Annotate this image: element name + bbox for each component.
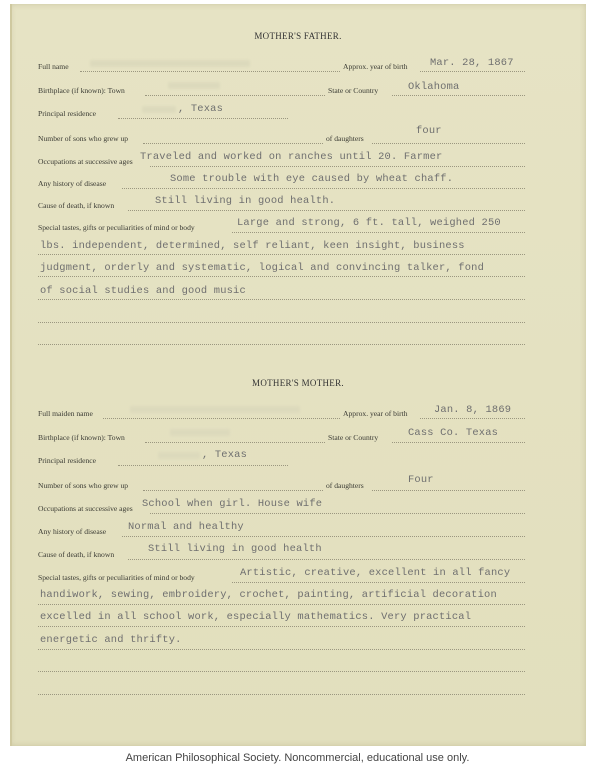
line-disease [122, 188, 525, 189]
label-sons-2: Number of sons who grew up [38, 481, 129, 490]
line-tastes-2-5 [38, 671, 525, 672]
value-daughters-2: Four [408, 474, 434, 486]
page-edge [10, 4, 12, 746]
label-tastes-2: Special tastes, gifts or peculiarities of mind or body [38, 573, 195, 582]
line-daughters-2 [372, 490, 525, 491]
value-disease: Some trouble with eye caused by wheat chaff. [170, 173, 454, 185]
value-occupations-2: School when girl. House wife [142, 498, 323, 510]
value-tastes-2-line-3: excelled in all school work, especially mathematics. Very practical [40, 611, 472, 623]
redacted-birthplace [168, 82, 220, 89]
label-sons: Number of sons who grew up [38, 134, 129, 143]
line-full-name [80, 71, 340, 72]
label-full-maiden-name: Full maiden name [38, 409, 93, 418]
line-tastes-6 [38, 344, 525, 345]
value-death-2: Still living in good health [148, 543, 322, 555]
redacted-full-name [90, 60, 250, 67]
line-year-of-birth [420, 71, 525, 72]
line-tastes-3 [38, 276, 525, 277]
label-state-2: State or Country [328, 433, 379, 442]
line-death-2 [128, 559, 525, 560]
label-disease-2: Any history of disease [38, 527, 107, 536]
footer-credit: American Philosophical Society. Noncommercial, educational use only. [125, 752, 470, 764]
section-title-mothers-mother: MOTHER'S MOTHER. [252, 378, 344, 388]
value-disease-2: Normal and healthy [128, 521, 244, 533]
value-tastes-line-1: Large and strong, 6 ft. tall, weighed 250 [237, 217, 501, 229]
line-tastes-2-4 [38, 649, 525, 650]
label-death-2: Cause of death, if known [38, 550, 115, 559]
value-tastes-2-line-2: handiwork, sewing, embroidery, crochet, painting, artificial decoration [40, 589, 497, 601]
value-residence-2: , Texas [202, 449, 248, 461]
value-state: Oklahoma [408, 81, 460, 93]
label-daughters-2: of daughters [326, 481, 364, 490]
line-birthplace-2 [145, 442, 325, 443]
label-daughters: of daughters [326, 134, 364, 143]
line-sons-2 [143, 490, 323, 491]
redacted-full-maiden-name [130, 406, 300, 413]
line-tastes-2-2 [38, 604, 525, 605]
value-death: Still living in good health. [155, 195, 336, 207]
label-residence: Principal residence [38, 109, 96, 118]
value-year-of-birth-2: Jan. 8, 1869 [434, 404, 512, 416]
value-year-of-birth: Mar. 28, 1867 [430, 57, 514, 69]
form-page [10, 4, 586, 746]
line-occupations-2 [150, 513, 525, 514]
label-year-of-birth: Approx. year of birth [343, 62, 408, 71]
redacted-residence [142, 106, 176, 113]
label-birthplace-2: Birthplace (if known): Town [38, 433, 125, 442]
line-disease-2 [122, 536, 525, 537]
label-occupations: Occupations at successive ages [38, 157, 133, 166]
label-birthplace: Birthplace (if known): Town [38, 86, 125, 95]
line-full-maiden-name [103, 418, 340, 419]
line-tastes-2 [38, 254, 525, 255]
value-tastes-line-3: judgment, orderly and systematic, logical and convincing talker, fond [40, 262, 485, 274]
line-tastes-2-6 [38, 694, 525, 695]
line-state-2 [392, 442, 525, 443]
value-tastes-2-line-4: energetic and thrifty. [40, 634, 182, 646]
line-daughters [372, 143, 525, 144]
line-tastes-2-3 [38, 626, 525, 627]
line-year-of-birth-2 [420, 418, 525, 419]
label-residence-2: Principal residence [38, 456, 96, 465]
line-residence-2 [118, 465, 288, 466]
label-death: Cause of death, if known [38, 201, 115, 210]
label-occupations-2: Occupations at successive ages [38, 504, 133, 513]
line-sons [143, 143, 323, 144]
value-tastes-2-line-1: Artistic, creative, excellent in all fancy [240, 567, 511, 579]
line-tastes-5 [38, 322, 525, 323]
line-occupations [150, 166, 525, 167]
value-tastes-line-2: lbs. independent, determined, self reliant, keen insight, business [40, 240, 465, 252]
redacted-residence-2 [158, 452, 200, 459]
section-title-mothers-father: MOTHER'S FATHER. [254, 31, 342, 41]
label-full-name: Full name [38, 62, 69, 71]
label-state: State or Country [328, 86, 379, 95]
line-death [128, 210, 525, 211]
value-residence: , Texas [178, 103, 224, 115]
label-disease: Any history of disease [38, 179, 107, 188]
label-tastes: Special tastes, gifts or peculiarities of mind or body [38, 223, 195, 232]
line-state [392, 95, 525, 96]
line-tastes-1 [232, 232, 525, 233]
line-birthplace [145, 95, 325, 96]
value-occupations: Traveled and worked on ranches until 20. Farmer [140, 151, 443, 163]
value-tastes-line-4: of social studies and good music [40, 285, 246, 297]
line-tastes-4 [38, 299, 525, 300]
redacted-birthplace-2 [170, 429, 230, 436]
value-daughters: four [416, 125, 442, 137]
line-residence [118, 118, 288, 119]
line-tastes-2-1 [232, 582, 525, 583]
label-year-of-birth-2: Approx. year of birth [343, 409, 408, 418]
value-state-2: Cass Co. Texas [408, 427, 499, 439]
